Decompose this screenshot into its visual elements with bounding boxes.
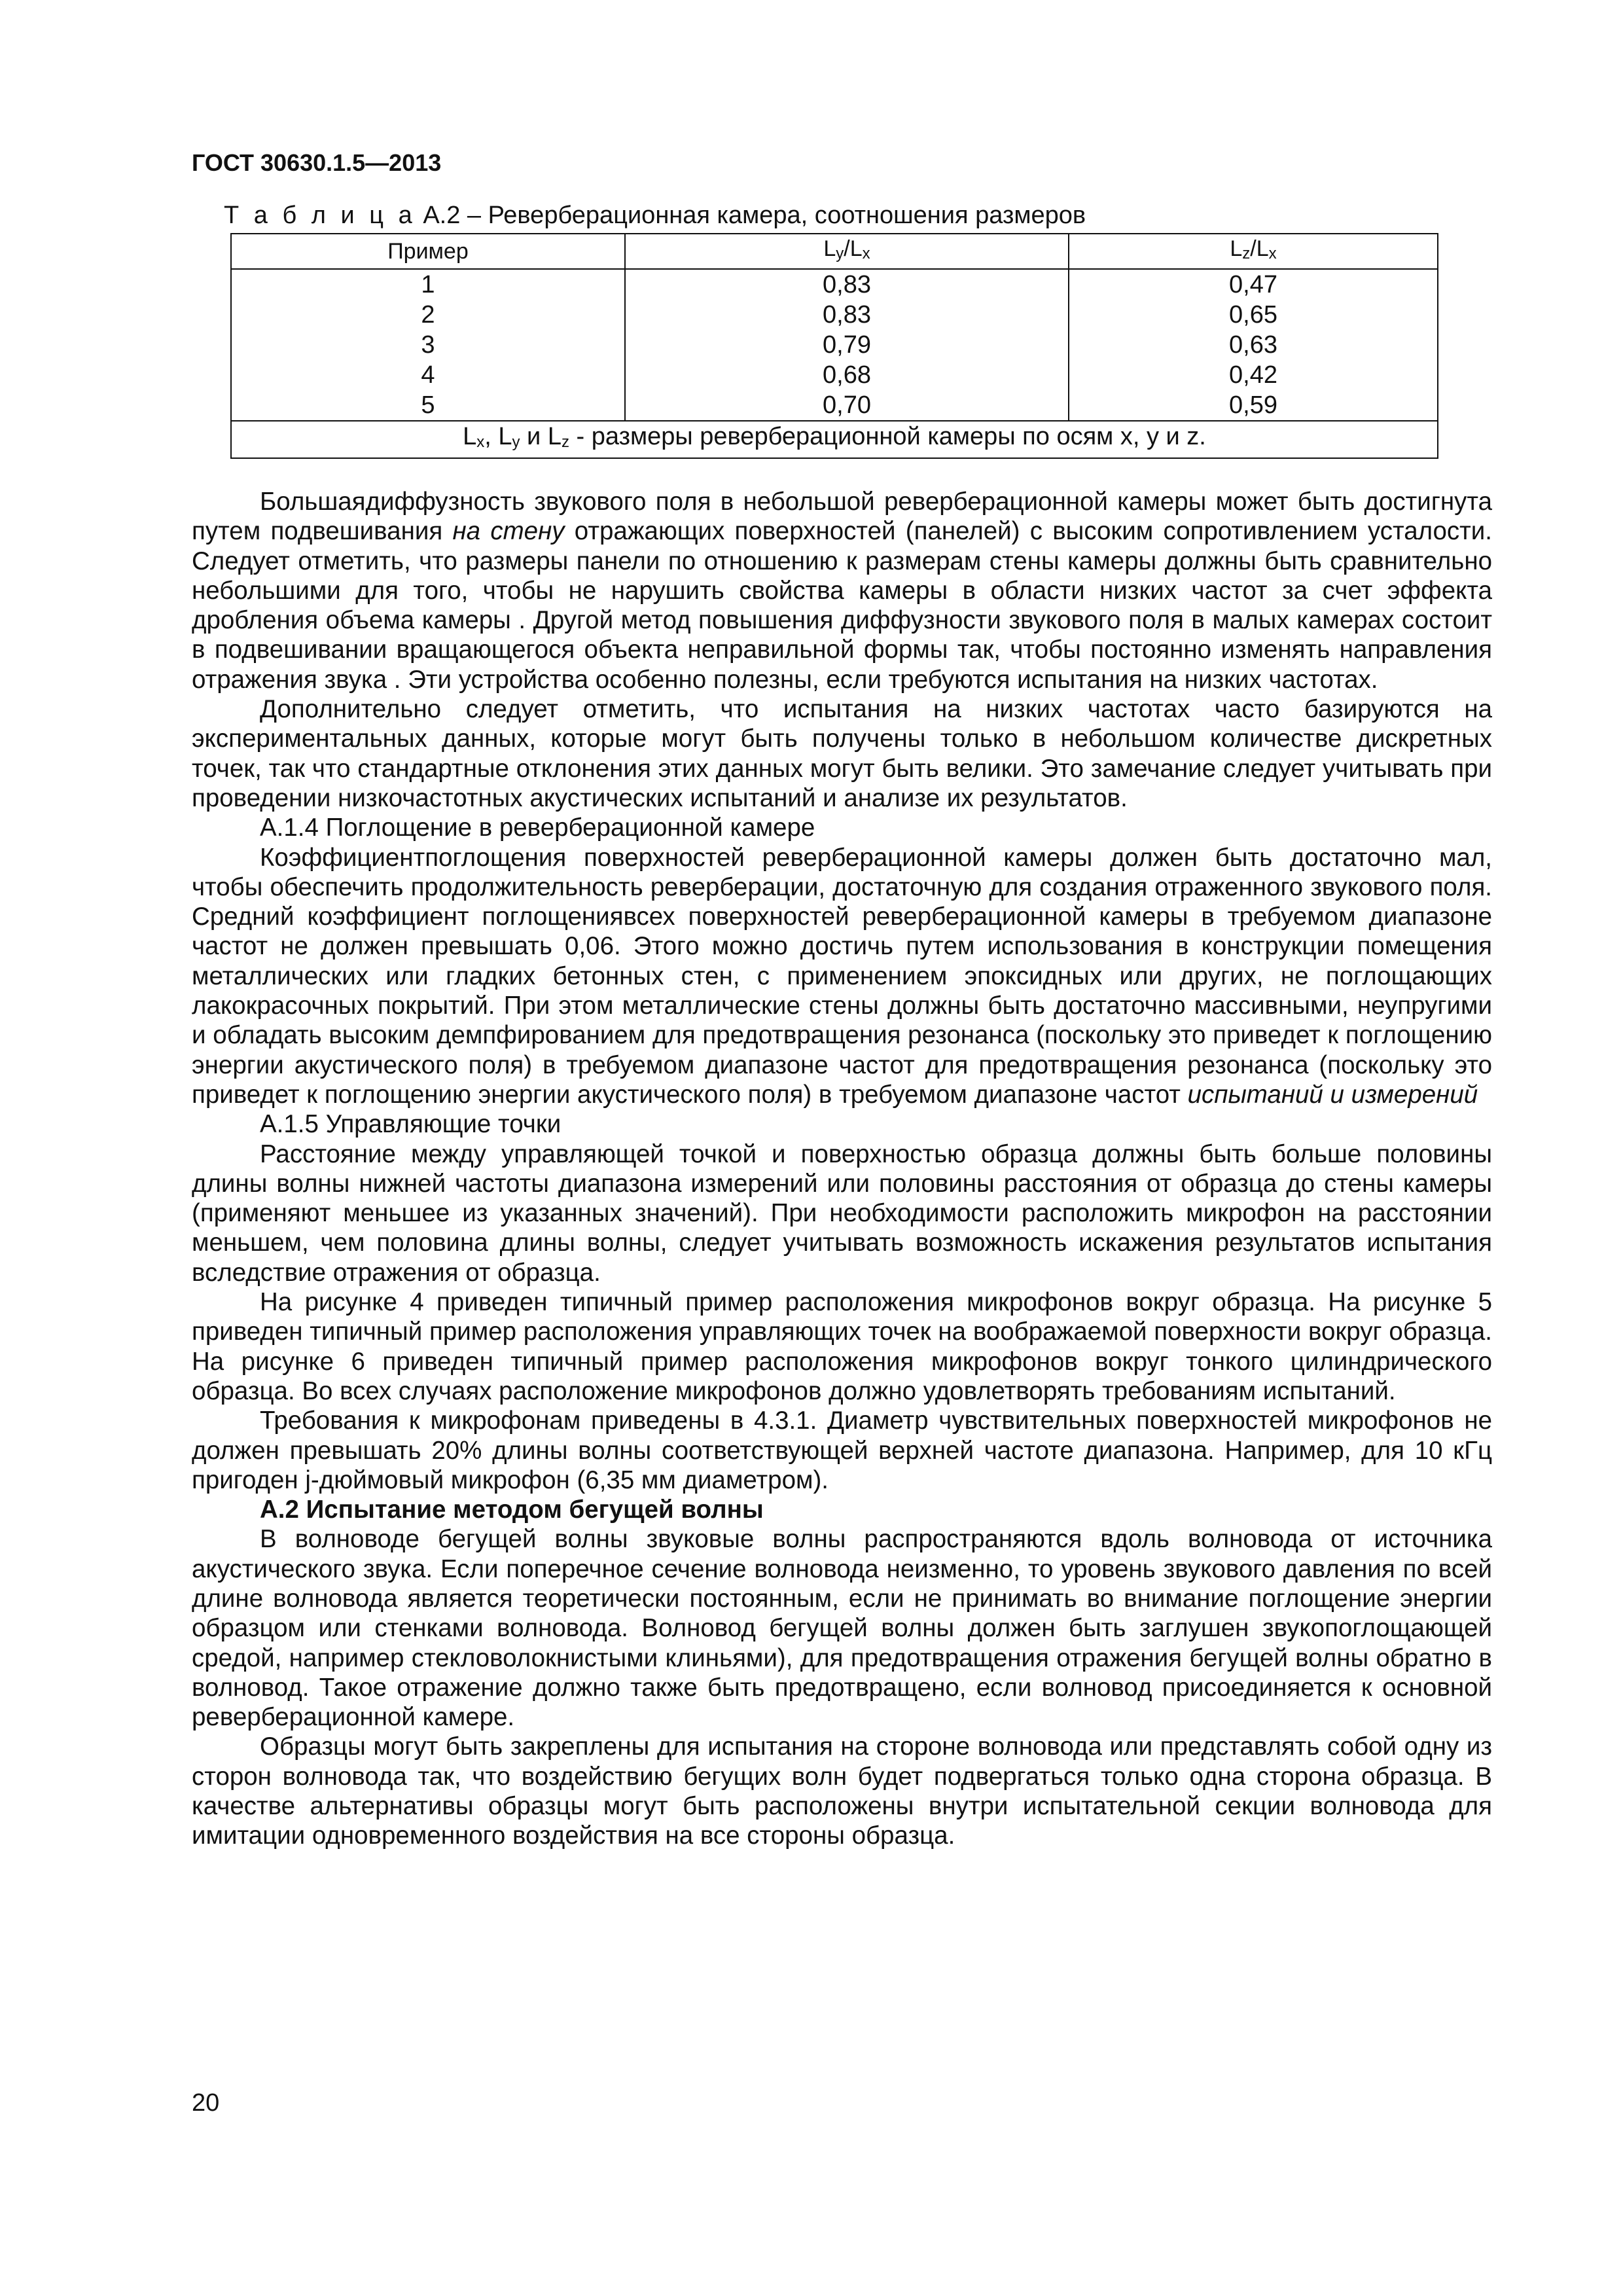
- cell-example: 4: [231, 360, 625, 390]
- cell-example: 3: [231, 330, 625, 360]
- col-header-example: Пример: [231, 234, 625, 269]
- cell-example: 1: [231, 269, 625, 300]
- cell-ly-lx: 0,83: [625, 300, 1069, 330]
- table-row: [231, 390, 1438, 421]
- paragraph: В волноводе бегущей волны звуковые волны распространяются вдоль волновода от источника акустического звука. Если поперечное сечение волновода неизменно, то уровень звукового давления по всей длине волновода является теоретически постоянным, если не принимать во внимание поглощение энергии образцом или стенками волновода. Волновод бегущей волны должен быть заглушен звукопоглощающей средой, например стекловолокнистыми клиньями), для предотвращения отражения бегущей волны обратно в волновод. Такое отражение должно также быть предотвращено, если волновод присоединяется к основной реверберационной камере.: [192, 1525, 1492, 1732]
- table-caption: [224, 202, 1086, 230]
- paragraph: Дополнительно следует отметить, что испытания на низких частотах часто базируются на экспериментальных данных, которые могут быть получены только в небольшом количестве дискретных точек, так что стандартные отклонения этих данных могут быть велики. Это замечание следует учитывать при проведении низкочастотных акустических испытаний и анализе их результатов.: [192, 695, 1492, 812]
- table-row: [231, 360, 1438, 390]
- cell-lz-lx: 0,63: [1069, 330, 1438, 360]
- table-caption-title: А.2 – Реверберационная камера, соотношения размеров: [423, 202, 1086, 229]
- cell-lz-lx: 0,42: [1069, 360, 1438, 390]
- cell-lz-lx: 0,59: [1069, 390, 1438, 421]
- body-text: [192, 487, 1492, 1851]
- table-caption-label: Т а б л и ц а: [224, 202, 416, 229]
- table-row: [231, 269, 1438, 300]
- cell-ly-lx: 0,79: [625, 330, 1069, 360]
- page-number: 20: [192, 2089, 220, 2117]
- col-header-ly-lx: $L_y/L_x$: [625, 234, 1069, 269]
- table-note: $L_x$, $L_y$ и $L_z$ - размеры реверберационной камеры по осям x, y и z.: [231, 421, 1438, 458]
- section-heading-a14: А.1.4 Поглощение в реверберационной камере: [260, 814, 815, 842]
- section-heading-a15: А.1.5 Управляющие точки: [260, 1110, 562, 1139]
- cell-lz-lx: 0,65: [1069, 300, 1438, 330]
- table-note-row: [231, 421, 1438, 458]
- paragraph: Коэффициентпоглощения поверхностей реверберационной камеры должен быть достаточно мал, чтобы обеспечить продолжительность реверберации, достаточную для создания отраженного звукового поля. Средний коэффициент поглощениявсех поверхностей реверберационной камеры в требуемом диапазоне частот не должен превышать 0,06. Этого можно достичь путем использования в конструкции помещения металлических или гладких бетонных стен, с применением эпоксидных или других, не поглощающих лакокрасочных покрытий. При этом металлические стены должны быть достаточно массивными, неупругими и обладать высоким демпфированием для предотвращения резонанса (поскольку это приведет к поглощению энергии акустического поля) в требуемом диапазоне частот для предотвращения резонанса (поскольку это приведет к поглощению энергии акустического поля) в требуемом диапазоне частот испытаний и измерений: [192, 843, 1492, 1109]
- document-header: ГОСТ 30630.1.5—2013: [192, 149, 442, 176]
- cell-ly-lx: 0,70: [625, 390, 1069, 421]
- dimension-ratio-table: [230, 233, 1438, 459]
- cell-example: 2: [231, 300, 625, 330]
- paragraph: Расстояние между управляющей точкой и поверхностью образца должны быть больше половины длины волны нижней частоты диапазона измерений или половины расстояния от образца до стены камеры (применяют меньшее из указанных значений). При необходимости расположить микрофон на расстоянии меньшем, чем половина длины волны, следует учитывать возможность искажения результатов испытания вследствие отражения от образца.: [192, 1139, 1492, 1287]
- table-row: [231, 330, 1438, 360]
- paragraph: На рисунке 4 приведен типичный пример расположения микрофонов вокруг образца. На рисунке 5 приведен типичный пример расположения управляющих точек на воображаемой поверхности вокруг образца. На рисунке 6 приведен типичный пример расположения микрофонов вокруг тонкого цилиндрического образца. Во всех случаях расположение микрофонов должно удовлетворять требованиям испытаний.: [192, 1288, 1492, 1405]
- paragraph: Большаядиффузность звукового поля в небольшой реверберационной камеры может быть достигнута путем подвешивания на стену отражающих поверхностей (панелей) с высоким сопротивлением усталости. Следует отметить, что размеры панели по отношению к размерам стены камеры должны быть сравнительно небольшими для того, чтобы не нарушить свойства камеры в области низких частот за счет эффекта дробления объема камеры . Другой метод повышения диффузности звукового поля в малых камерах состоит в подвешивании вращающегося объекта неправильной формы так, чтобы постоянно изменять направления отражения звука . Эти устройства особенно полезны, если требуются испытания на низких частотах.: [192, 488, 1493, 694]
- table-header-row: [231, 234, 1438, 269]
- cell-example: 5: [231, 390, 625, 421]
- cell-ly-lx: 0,83: [625, 269, 1069, 300]
- section-heading-a2: А.2 Испытание методом бегущей волны: [260, 1496, 764, 1524]
- cell-lz-lx: 0,47: [1069, 269, 1438, 300]
- cell-ly-lx: 0,68: [625, 360, 1069, 390]
- paragraph: Требования к микрофонам приведены в 4.3.1. Диаметр чувствительных поверхностей микрофонов не должен превышать 20% длины волны соответствующей верхней частоте диапазона. Например, для 10 кГц пригоден j-дюймовый микрофон (6,35 мм диаметром).: [192, 1407, 1492, 1494]
- paragraph: Образцы могут быть закреплены для испытания на стороне волновода или представлять собой одну из сторон волновода так, что воздействию бегущих волн будет подвергаться только одна сторона образца. В качестве альтернативы образцы могут быть расположены внутри испытательной секции волновода для имитации одновременного воздействия на все стороны образца.: [192, 1732, 1492, 1850]
- col-header-lz-lx: $L_z/L_x$: [1069, 234, 1438, 269]
- table-row: [231, 300, 1438, 330]
